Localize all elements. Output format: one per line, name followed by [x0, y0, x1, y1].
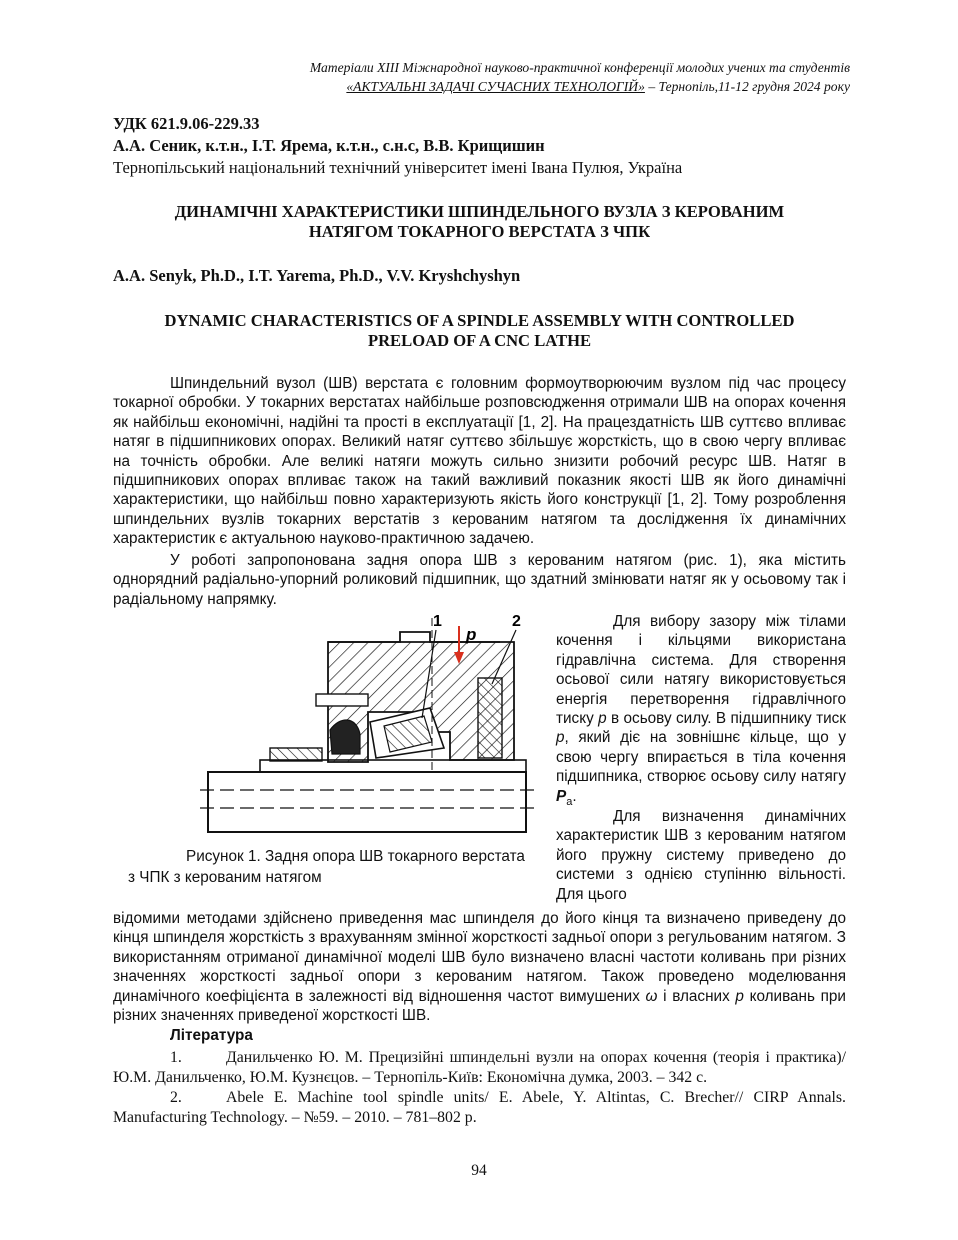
- spindle-step: [260, 760, 526, 772]
- figure-1: [200, 612, 540, 837]
- right-column-paragraph-2: Для визначення динамічних характеристик ШВ з керованим натягом його пружну систему приведено до системи з однією ступінню вільності. Для цього: [556, 808, 846, 903]
- conference-header: [80, 58, 850, 96]
- figure-caption-line2: з ЧПК з керованим натягом: [128, 869, 322, 886]
- ring-2: [478, 678, 502, 758]
- right-column-paragraph-1: Для вибору зазору між тілами кочення і кільцями використана гідравлічна система. Для створення осьової сили натягу використовується енергія перетворення гідравлічного тиску p в осьову силу. В підшипнику тиск p, який діє на зовнішнє кільце, що у свою чергу впирається в тіла кочення підшипника, створює осьову силу натягу $P_a$.: [556, 613, 846, 808]
- rc-p-symbol-2: p: [556, 729, 565, 747]
- p3-p-symbol: p: [735, 987, 744, 1005]
- lock-nut: [270, 748, 322, 761]
- bolt: [316, 694, 368, 706]
- title-ua: [113, 202, 846, 242]
- paragraph-2: У роботі запропонована задня опора ШВ з керованим натягом (рис. 1), яка містить однорядний радіально-упорний роликовий підшипник, що здатний змінювати натяг як у осьовому так і радіальному напрямку.: [113, 552, 846, 608]
- p3-text-b: і власних: [657, 987, 736, 1005]
- header-place-date: – Тернопіль,11-12 грудня 2024 року: [644, 79, 850, 94]
- figure-caption-line1: Рисунок 1. Задня опора ШВ токарного верстата: [186, 848, 525, 865]
- shaft-outline: [208, 772, 526, 832]
- rc-Pa-symbol: P: [556, 787, 567, 805]
- rc-text-c: , який діє на зовнішнє кільце, що у свою чергу впирається в тіла кочення підшипника, створює осьову силу натягу: [556, 729, 846, 786]
- seal: [330, 720, 360, 754]
- label-1: 1: [433, 613, 442, 630]
- paragraph-1: Шпиндельний вузол (ШВ) верстата є головним формоутворюючим вузлом під час процесу токарної обробки. У токарних верстатах найбільше розповсюдження отримали ШВ на опорах кочення як найбільш економічні, надійні та прості в експлуатації [1, 2]. На працездатність ШВ суттєво впливає натяг в підшипникових опорах. Великий натяг суттєво збільшує жорсткість, що в свою чергу впливає на точність обробки. Але великі натяги можуть сильно знизити робочий ресурс ШВ. Натяг в підшипникових опорах впливає також на такий важливий показник якості ШВ як його динамічні характеристики, що найбільш повно характеризують якість його конструкції [1, 2]. Тому розроблення шпиндельних вузлів токарних верстатів з керованим натягом та дослідження їх динамічних характеристик є актуальною науково-практичною задачею.: [113, 375, 846, 548]
- authors-en: A.A. Senyk, Ph.D., I.T. Yarema, Ph.D., V.V. Kryshchyshyn: [113, 266, 521, 285]
- p3-text-a: відомими методами здійснено приведення мас шпинделя до його кінця та визначено приведену до кінця шпинделя жорсткість з врахуванням змінної жорсткості задньої опори з регульованим натягом. З використанням отриманої динамічної моделі ШВ було визначено власні частоти коливань при різних значеннях жорсткості задньої опори з керованим натягом. Також проведено моделювання динамічного коефіцієнта в залежності від відношення частот вимушених: [113, 910, 846, 1005]
- paragraph-3: [113, 909, 846, 1025]
- title-en-line1: DYNAMIC CHARACTERISTICS OF A SPINDLE ASSEMBLY WITH CONTROLLED: [164, 311, 795, 330]
- reference-2-text: Abele E. Machine tool spindle units/ E. Abele, Y. Altintas, C. Brecher// CIRP Annals. Manufacturing Technology. – №59. – 2010. – 781–802 p.: [113, 1089, 846, 1126]
- title-ua-line1: ДИНАМІЧНІ ХАРАКТЕРИСТИКИ ШПИНДЕЛЬНОГО ВУЗЛА З КЕРОВАНИМ: [174, 202, 785, 221]
- bearing-drawing: [200, 612, 540, 837]
- header-line2: [80, 77, 850, 96]
- reference-2: [113, 1088, 846, 1128]
- header-conference-name: «АКТУАЛЬНІ ЗАДАЧІ СУЧАСНИХ ТЕХНОЛОГІЙ»: [346, 79, 645, 94]
- authors-ua: А.А. Сеник, к.т.н., І.Т. Ярема, к.т.н., с.н.с, В.В. Крищишин: [113, 136, 545, 155]
- p3-text-c: коливань при різних значеннях приведеної жорсткості ШВ.: [113, 987, 846, 1025]
- rc-text-a: Для вибору зазору між тілами кочення і кільцями використана гідравлічна система. Для створення осьової сили натягу використовується енергія перетворення гідравлічного тиску: [556, 613, 846, 728]
- title-en-line2: PRELOAD OF A CNC LATHE: [367, 331, 592, 350]
- omega-symbol: ω: [645, 987, 658, 1005]
- rc-Pa-subscript: a: [566, 795, 573, 808]
- page-number: 94: [471, 1162, 487, 1179]
- title-ua-line2: НАТЯГОМ ТОКАРНОГО ВЕРСТАТА З ЧПК: [308, 222, 651, 241]
- title-en: [113, 311, 846, 351]
- literature-heading: Література: [170, 1027, 253, 1044]
- rc-p-symbol-1: p: [598, 710, 607, 728]
- affiliation: Тернопільський національний технічний університет імені Івана Пулюя, Україна: [113, 158, 683, 177]
- reference-2-number: 2.: [170, 1089, 182, 1106]
- rc-text-b: в осьову силу. В підшипнику тиск: [606, 710, 846, 728]
- udk-code: УДК 621.9.06-229.33: [113, 114, 260, 133]
- reference-1: [113, 1048, 846, 1088]
- label-p: p: [466, 625, 477, 644]
- label-2: 2: [512, 613, 521, 630]
- reference-1-text: Данильченко Ю. М. Прецизійні шпиндельні вузли на опорах кочення (теорія і практика)/ Ю.М. Данильченко, Ю.М. Кузнєцов. – Тернопіль-Київ: Економічна думка, 2003. – 342 с.: [113, 1049, 846, 1086]
- header-line1: Матеріали XIІІ Міжнародної науково-практичної конференції молодих учених та студентів: [309, 60, 850, 75]
- reference-1-number: 1.: [170, 1049, 182, 1066]
